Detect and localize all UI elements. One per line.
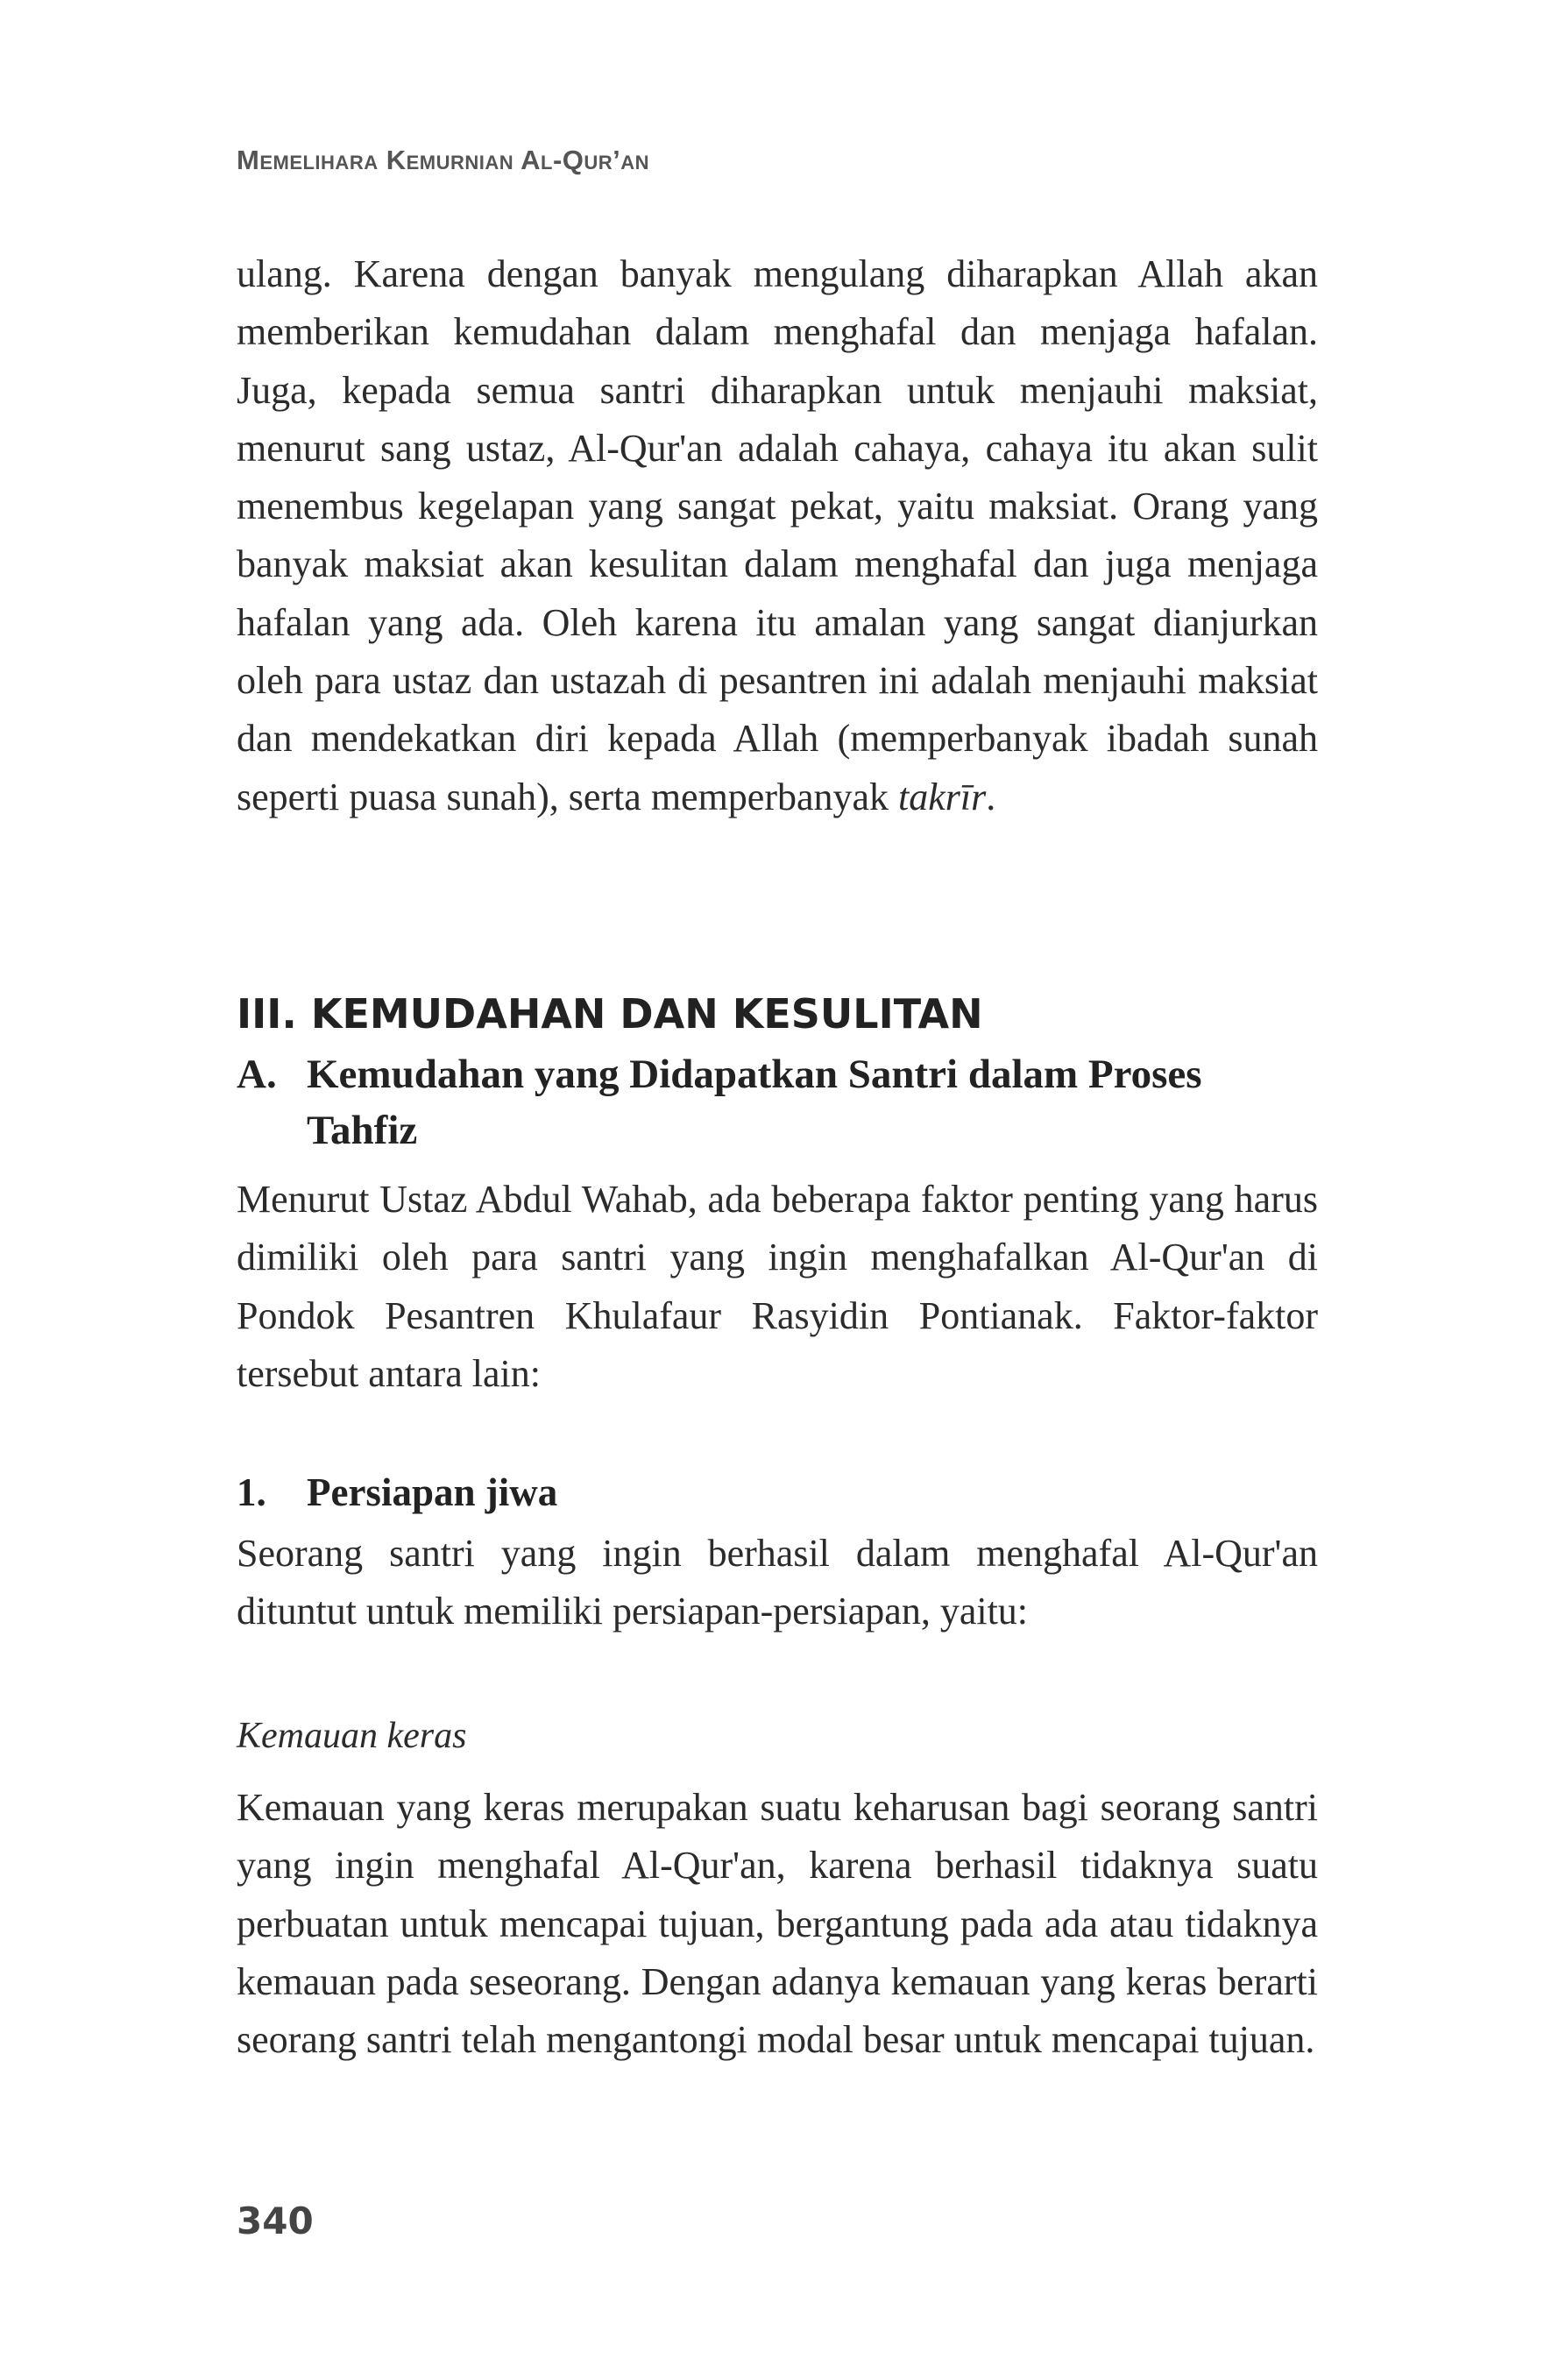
paragraph-1-text: ulang. Karena dengan banyak mengulang diharapkan Allah akan memberikan kemudahan dalam menghafal dan menjaga hafalan. Juga, kepada semua santri diharapkan untuk menjauhi maksiat, menurut sang ustaz, Al-Qur'an adalah cahaya, cahaya itu akan sulit menembus kegelapan yang sangat pekat, yaitu maksiat. Orang yang banyak maksiat akan kesulitan dalam menghafal dan juga menjaga hafalan yang ada. Oleh karena itu amalan yang sangat dianjurkan oleh para ustaz dan ustazah di pesantren ini adalah menjauhi maksiat dan mendekatkan diri kepada Allah (memperbanyak ibadah sunah seperti puasa sunah), serta memperbanyak bbox=[237, 252, 1318, 818]
section-heading: III. KEMUDAHAN DAN KESULITAN bbox=[237, 990, 983, 1038]
paragraph-3: Seorang santri yang ingin berhasil dalam menghafal Al-Qur'an dituntut untuk memiliki persiapan-persiapan, yaitu: bbox=[237, 1532, 1318, 1633]
subsection-heading bbox=[237, 1046, 1318, 1158]
paragraph-continuation bbox=[237, 245, 1318, 826]
list-item-marker: 1. bbox=[237, 1470, 266, 1514]
list-item-title: Persiapan jiwa bbox=[307, 1470, 558, 1514]
paragraph-4-block bbox=[237, 1779, 1318, 2069]
paragraph-4: Kemauan yang keras merupakan suatu keharusan bagi seorang santri yang ingin menghafal Al-Qur'an, karena berhasil tidaknya suatu perbuatan untuk mencapai tujuan, bergantung pada ada atau tidaknya kemauan pada seseorang. Dengan adanya kemauan yang keras berarti seorang santri telah mengantongi modal besar untuk mencapai tujuan. bbox=[237, 1786, 1318, 2062]
paragraph-1-end: . bbox=[986, 775, 996, 818]
page-number: 340 bbox=[237, 2199, 314, 2242]
running-head: Memelihara Kemurnian Al-Qur’an bbox=[237, 145, 650, 175]
subsection-title: Kemudahan yang Didapatkan Santri dalam Proses Tahfiz bbox=[307, 1052, 1202, 1153]
paragraph-2-block bbox=[237, 1171, 1318, 1403]
italic-subheading: Kemauan keras bbox=[237, 1716, 467, 1756]
paragraph-3-block bbox=[237, 1525, 1318, 1641]
paragraph-2: Menurut Ustaz Abdul Wahab, ada beberapa faktor penting yang harus dimiliki oleh para santri yang ingin menghafalkan Al-Qur'an di Pondok Pesantren Khulafaur Rasyidin Pontianak. Faktor-faktor tersebut antara lain: bbox=[237, 1178, 1318, 1395]
paragraph-1-italic-term: takrīr bbox=[898, 775, 987, 818]
subsection-marker: A. bbox=[237, 1052, 277, 1097]
paragraph-1 bbox=[237, 245, 1318, 826]
list-item-heading bbox=[237, 1463, 557, 1521]
